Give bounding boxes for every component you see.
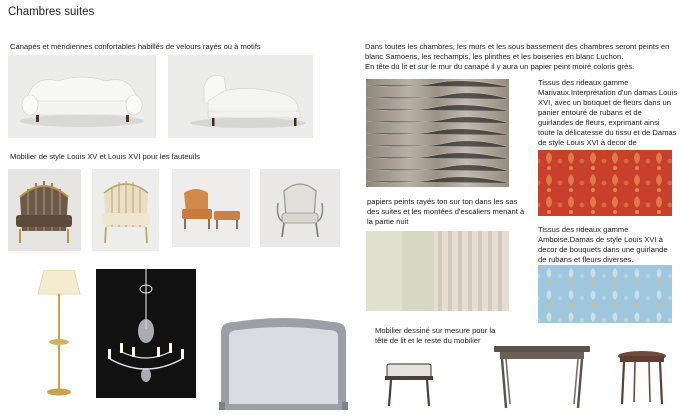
side-table-photo (615, 350, 670, 408)
headboard-photo (215, 318, 352, 410)
striped-wallpaper-swatch (366, 231, 509, 311)
sofas-caption: Canapés et méridiennes confortables habillés de velours rayés ou à motifs (10, 42, 261, 51)
armchair-striped-cream-photo (92, 169, 159, 251)
floor-lamp-photo (34, 270, 84, 398)
armchair-orange-ottoman-photo (172, 169, 250, 247)
stool-photo (383, 360, 435, 410)
moire-wallpaper-swatch (366, 79, 509, 187)
amboise-caption: Tissus des rideaux gamme Amboise.Damas de style Louis XVI à decor de bouquets dans une guirlande de rubans et fleurs diverses. (538, 225, 668, 264)
armchair-grey-medallion-photo (260, 169, 340, 247)
armchairs-caption: Mobilier de style Louis XV et Louis XVI pour les fauteuils (10, 152, 200, 161)
meridienne-photo (168, 55, 313, 138)
amboise-blue-damask-swatch (538, 265, 672, 323)
chandelier-photo (96, 269, 196, 398)
marivaux-red-damask-swatch (538, 150, 672, 216)
striped-paper-caption: papiers peints rayés ton sur ton dans les sas des suites et les montées d'escaliers menant à la partie nuit (367, 197, 525, 226)
sofa-photo (8, 55, 156, 138)
walls-caption: Dans toutes les chambres, les murs et les sous bassement des chambres seront peints en blanc Samoens, les rechampis, les plinthes et les boiseries en blanc Luchon. En tête du lit et sur le mur du canapé il y aura un papier peint moiré coloris grès. (365, 42, 670, 71)
marivaux-caption: Tissus des rideaux gamme Marivaux.Interprétation d'un damas Louis XVI, avec un bouquet de fleurs dans un panier entouré de rubans et de guirlandes de fleurs, exprimant ainsi toute la délicatesse du tissu et de Damas de style Louis XVI à decor de (538, 78, 678, 147)
console-table-photo (492, 342, 592, 410)
armchair-striped-dark-photo (8, 169, 81, 251)
page-title: Chambres suites (8, 6, 95, 18)
custom-furniture-caption: Mobilier dessiné sur mesure pour la tête de lit et le reste du mobilier (375, 326, 496, 345)
